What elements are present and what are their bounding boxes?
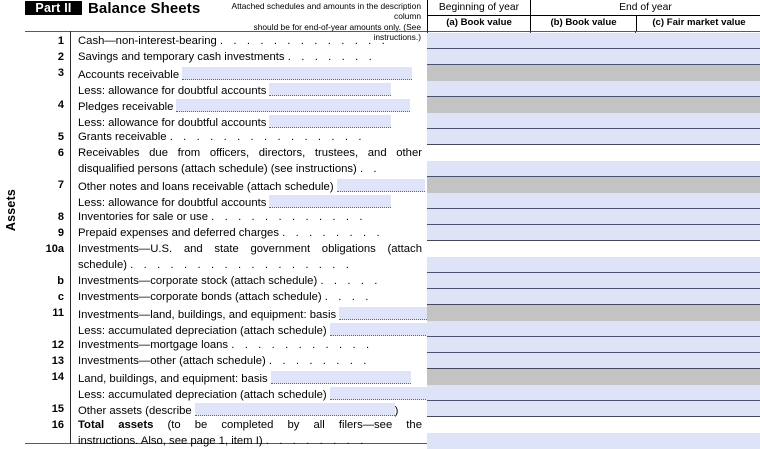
row-label: Investments—U.S. and state government obligations (attach xyxy=(78,243,422,255)
value-cell-b[interactable] xyxy=(530,33,635,49)
value-cell-c[interactable] xyxy=(635,273,760,289)
row-number: 11 xyxy=(52,307,64,319)
table-row xyxy=(0,113,760,129)
value-cell-c[interactable] xyxy=(635,401,760,417)
row-label: Other notes and loans receivable (attach schedule) xyxy=(78,177,422,195)
value-cell-a[interactable] xyxy=(427,97,530,113)
row-label: Inventories for sale or use . . . . . . . . . . . . xyxy=(78,211,367,223)
value-cell-b[interactable] xyxy=(530,305,635,321)
value-cell-b[interactable] xyxy=(530,177,635,193)
value-cell-b[interactable] xyxy=(530,65,635,81)
value-cell-a[interactable] xyxy=(427,65,530,81)
table-row xyxy=(0,161,760,177)
value-cell-a[interactable] xyxy=(427,385,530,401)
row-number: c xyxy=(57,291,64,303)
row-label: Accounts receivable xyxy=(78,65,422,83)
value-cell-c xyxy=(635,417,760,433)
form-body xyxy=(0,31,760,447)
value-cell-c[interactable] xyxy=(635,385,760,401)
value-cell-c[interactable] xyxy=(635,33,760,49)
schedule-fill-field[interactable] xyxy=(269,195,391,208)
value-cell-a[interactable] xyxy=(427,129,530,145)
value-cell-a xyxy=(427,241,530,257)
table-row xyxy=(0,369,760,385)
row-number: 7 xyxy=(57,179,64,191)
value-cell-a[interactable] xyxy=(427,353,530,369)
schedule-fill-field[interactable] xyxy=(330,387,442,400)
value-cell-a[interactable] xyxy=(427,433,530,449)
leader-dots: . . . . . . . . . . . . . . . xyxy=(169,131,366,143)
value-cell-c[interactable] xyxy=(635,321,760,337)
value-cell-c[interactable] xyxy=(635,177,760,193)
table-row xyxy=(0,385,760,401)
value-cell-a[interactable] xyxy=(427,225,530,241)
table-row xyxy=(0,257,760,273)
leader-dots: . . . . . . . . xyxy=(268,355,370,367)
total-assets-label: Total assets xyxy=(78,419,154,431)
row-label: Total assets (to be completed by all filers—see the xyxy=(78,419,422,431)
value-cell-b[interactable] xyxy=(530,289,635,305)
value-cell-a[interactable] xyxy=(427,193,530,209)
row-number: 5 xyxy=(57,131,64,143)
row-number: 8 xyxy=(57,211,64,223)
row-label: Receivables due from officers, directors, trustees, and other xyxy=(78,147,422,159)
table-row xyxy=(0,433,760,449)
value-cell-a xyxy=(427,145,530,161)
value-cell-a[interactable] xyxy=(427,209,530,225)
table-row xyxy=(0,305,760,321)
value-cell-a[interactable] xyxy=(427,257,530,273)
value-cell-b xyxy=(530,241,635,257)
leader-dots: . . . . . . . . . . . . . . . . . xyxy=(130,259,353,271)
row-label: schedule) . . . . . . . . . . . . . . . . . xyxy=(78,259,353,271)
page-title: Balance Sheets xyxy=(88,0,201,17)
section-label-assets: Assets xyxy=(4,188,18,232)
table-row xyxy=(0,417,760,433)
row-label: disqualified persons (attach schedule) (see instructions) . . xyxy=(78,163,381,175)
value-cell-b[interactable] xyxy=(530,81,635,97)
row-label: Investments—mortgage loans . . . . . . . . . . . xyxy=(78,339,373,351)
table-row xyxy=(0,209,760,225)
value-cell-b[interactable] xyxy=(530,113,635,129)
leader-dots: . . . . xyxy=(324,291,372,303)
value-cell-a[interactable] xyxy=(427,113,530,129)
leader-dots: . . . . . . . . . . . xyxy=(231,339,373,351)
row-number: 10a xyxy=(45,243,64,255)
row-label: Less: allowance for doubtful accounts xyxy=(78,193,422,211)
value-cell-a[interactable] xyxy=(427,273,530,289)
row-label: Pledges receivable xyxy=(78,97,422,115)
row-number: 4 xyxy=(57,99,64,111)
leader-dots: . . . . . xyxy=(320,275,382,287)
value-cell-a[interactable] xyxy=(427,49,530,65)
value-cell-c[interactable] xyxy=(635,97,760,113)
end-of-year-label: End of year xyxy=(531,0,760,16)
value-cell-b[interactable] xyxy=(530,369,635,385)
row-number: b xyxy=(57,275,64,287)
value-cell-c[interactable] xyxy=(635,193,760,209)
value-cell-a[interactable] xyxy=(427,81,530,97)
table-row xyxy=(0,273,760,289)
row-label: Less: allowance for doubtful accounts xyxy=(78,81,422,99)
value-cell-c[interactable] xyxy=(635,129,760,145)
value-cell-c[interactable] xyxy=(635,49,760,65)
header-instruction-line-2: should be for end-of-year amounts only. (See instructions.) xyxy=(253,21,421,43)
row-number: 2 xyxy=(57,51,64,63)
value-cell-c[interactable] xyxy=(635,161,760,177)
table-row xyxy=(0,401,760,417)
value-cell-b[interactable] xyxy=(530,257,635,273)
value-cell-b[interactable] xyxy=(530,225,635,241)
row-number: 16 xyxy=(51,419,64,431)
leader-dots: . . . . . . . . xyxy=(282,227,384,239)
row-number: 14 xyxy=(51,371,64,383)
value-cell-c[interactable] xyxy=(635,369,760,385)
row-label: Investments—corporate stock (attach schedule) . . . . . xyxy=(78,275,382,287)
value-cell-b[interactable] xyxy=(530,209,635,225)
row-label: Prepaid expenses and deferred charges . . . . . . . . xyxy=(78,227,384,239)
leader-dots: . . . . . . . . . . . . . xyxy=(219,35,389,47)
table-row xyxy=(0,65,760,81)
leader-dots: . . . . . . . xyxy=(287,51,376,63)
column-header-beginning-of-year xyxy=(427,0,530,31)
column-c-label: (c) Fair market value xyxy=(636,15,760,31)
value-cell-b[interactable] xyxy=(530,401,635,417)
table-row xyxy=(0,33,760,49)
value-cell-c[interactable] xyxy=(635,305,760,321)
leader-dots: . . . . . . . . . . . . xyxy=(211,211,367,223)
value-cell-c[interactable] xyxy=(635,257,760,273)
value-cell-b[interactable] xyxy=(530,161,635,177)
closing-paren: ) xyxy=(394,405,399,417)
row-number: 12 xyxy=(51,339,64,351)
value-cell-a[interactable] xyxy=(427,369,530,385)
value-cell-a[interactable] xyxy=(427,337,530,353)
row-label: Investments—corporate bonds (attach schedule) . . . . xyxy=(78,291,372,303)
row-number: 6 xyxy=(57,147,64,159)
row-label: Grants receivable . . . . . . . . . . . . . . . xyxy=(78,131,366,143)
row-number: 13 xyxy=(51,355,64,367)
beginning-of-year-label: Beginning of year xyxy=(428,0,530,16)
row-label: Less: accumulated depreciation (attach schedule) xyxy=(78,321,422,339)
value-cell-a[interactable] xyxy=(427,305,530,321)
value-cell-c xyxy=(635,241,760,257)
value-cell-c[interactable] xyxy=(635,209,760,225)
row-number: 15 xyxy=(51,403,64,415)
table-row xyxy=(0,225,760,241)
value-cell-b[interactable] xyxy=(530,49,635,65)
row-number: 1 xyxy=(57,35,64,47)
table-row xyxy=(0,97,760,113)
table-row xyxy=(0,145,760,161)
schedule-fill-field[interactable] xyxy=(271,371,411,384)
value-cell-a[interactable] xyxy=(427,177,530,193)
table-row xyxy=(0,193,760,209)
value-cell-c[interactable] xyxy=(635,289,760,305)
schedule-fill-field[interactable] xyxy=(269,83,391,96)
body-top-rule xyxy=(25,31,760,32)
value-cell-c[interactable] xyxy=(635,353,760,369)
value-cell-c xyxy=(635,145,760,161)
table-row xyxy=(0,129,760,145)
value-cell-b[interactable] xyxy=(530,353,635,369)
value-cell-c[interactable] xyxy=(635,337,760,353)
table-row xyxy=(0,353,760,369)
value-cell-c[interactable] xyxy=(635,225,760,241)
schedule-fill-field[interactable] xyxy=(269,115,391,128)
value-cell-a[interactable] xyxy=(427,289,530,305)
value-cell-b[interactable] xyxy=(530,337,635,353)
describe-fill-field[interactable] xyxy=(195,403,395,416)
row-number: 9 xyxy=(57,227,64,239)
row-label: Investments—land, buildings, and equipment: basis xyxy=(78,305,422,323)
part-number-badge: Part II xyxy=(25,1,82,15)
table-row xyxy=(0,337,760,353)
row-label: Less: accumulated depreciation (attach schedule) xyxy=(78,385,422,403)
column-b-label: (b) Book value xyxy=(550,17,617,28)
value-cell-b[interactable] xyxy=(530,385,635,401)
value-cell-b[interactable] xyxy=(530,273,635,289)
table-row xyxy=(0,241,760,257)
value-cell-a xyxy=(427,417,530,433)
table-row xyxy=(0,177,760,193)
value-cell-c[interactable] xyxy=(635,113,760,129)
value-cell-b[interactable] xyxy=(530,97,635,113)
row-number: 3 xyxy=(57,67,64,79)
value-cell-b xyxy=(530,417,635,433)
schedule-fill-field[interactable] xyxy=(337,179,425,192)
value-cell-a[interactable] xyxy=(427,161,530,177)
schedule-fill-field[interactable] xyxy=(339,307,429,320)
table-row xyxy=(0,321,760,337)
value-cell-a[interactable] xyxy=(427,321,530,337)
value-cell-b[interactable] xyxy=(530,193,635,209)
value-cell-a[interactable] xyxy=(427,401,530,417)
value-cell-c[interactable] xyxy=(635,65,760,81)
value-cell-a[interactable] xyxy=(427,33,530,49)
row-label: Investments—other (attach schedule) . . . . . . . . xyxy=(78,355,370,367)
value-cell-b[interactable] xyxy=(530,129,635,145)
value-cell-b xyxy=(530,145,635,161)
value-cell-b[interactable] xyxy=(530,433,635,449)
value-cell-c[interactable] xyxy=(635,81,760,97)
row-label: Other assets (describe ) xyxy=(78,405,399,417)
table-row xyxy=(0,81,760,97)
row-label: Land, buildings, and equipment: basis xyxy=(78,369,422,387)
value-cell-c[interactable] xyxy=(635,433,760,449)
schedule-fill-field[interactable] xyxy=(176,99,410,112)
schedule-fill-field[interactable] xyxy=(330,323,442,336)
value-cell-b[interactable] xyxy=(530,321,635,337)
row-label: Less: allowance for doubtful accounts xyxy=(78,113,422,131)
row-label: instructions. Also, see page 1, item I) . . . . . . . . xyxy=(78,435,367,447)
header-instruction-line-1: Attached schedules and amounts in the description column xyxy=(231,1,421,22)
row-label: Savings and temporary cash investments . . . . . . . xyxy=(78,51,376,63)
column-header-end-of-year xyxy=(530,0,760,31)
row-label: Cash—non-interest-bearing . . . . . . . . . . . . . xyxy=(78,35,389,47)
column-a-label: (a) Book value xyxy=(446,17,512,28)
leader-dots: . . . . . . . . xyxy=(265,435,367,447)
table-row xyxy=(0,49,760,65)
table-row xyxy=(0,289,760,305)
schedule-fill-field[interactable] xyxy=(182,67,412,80)
leader-dots: . . xyxy=(359,163,381,175)
